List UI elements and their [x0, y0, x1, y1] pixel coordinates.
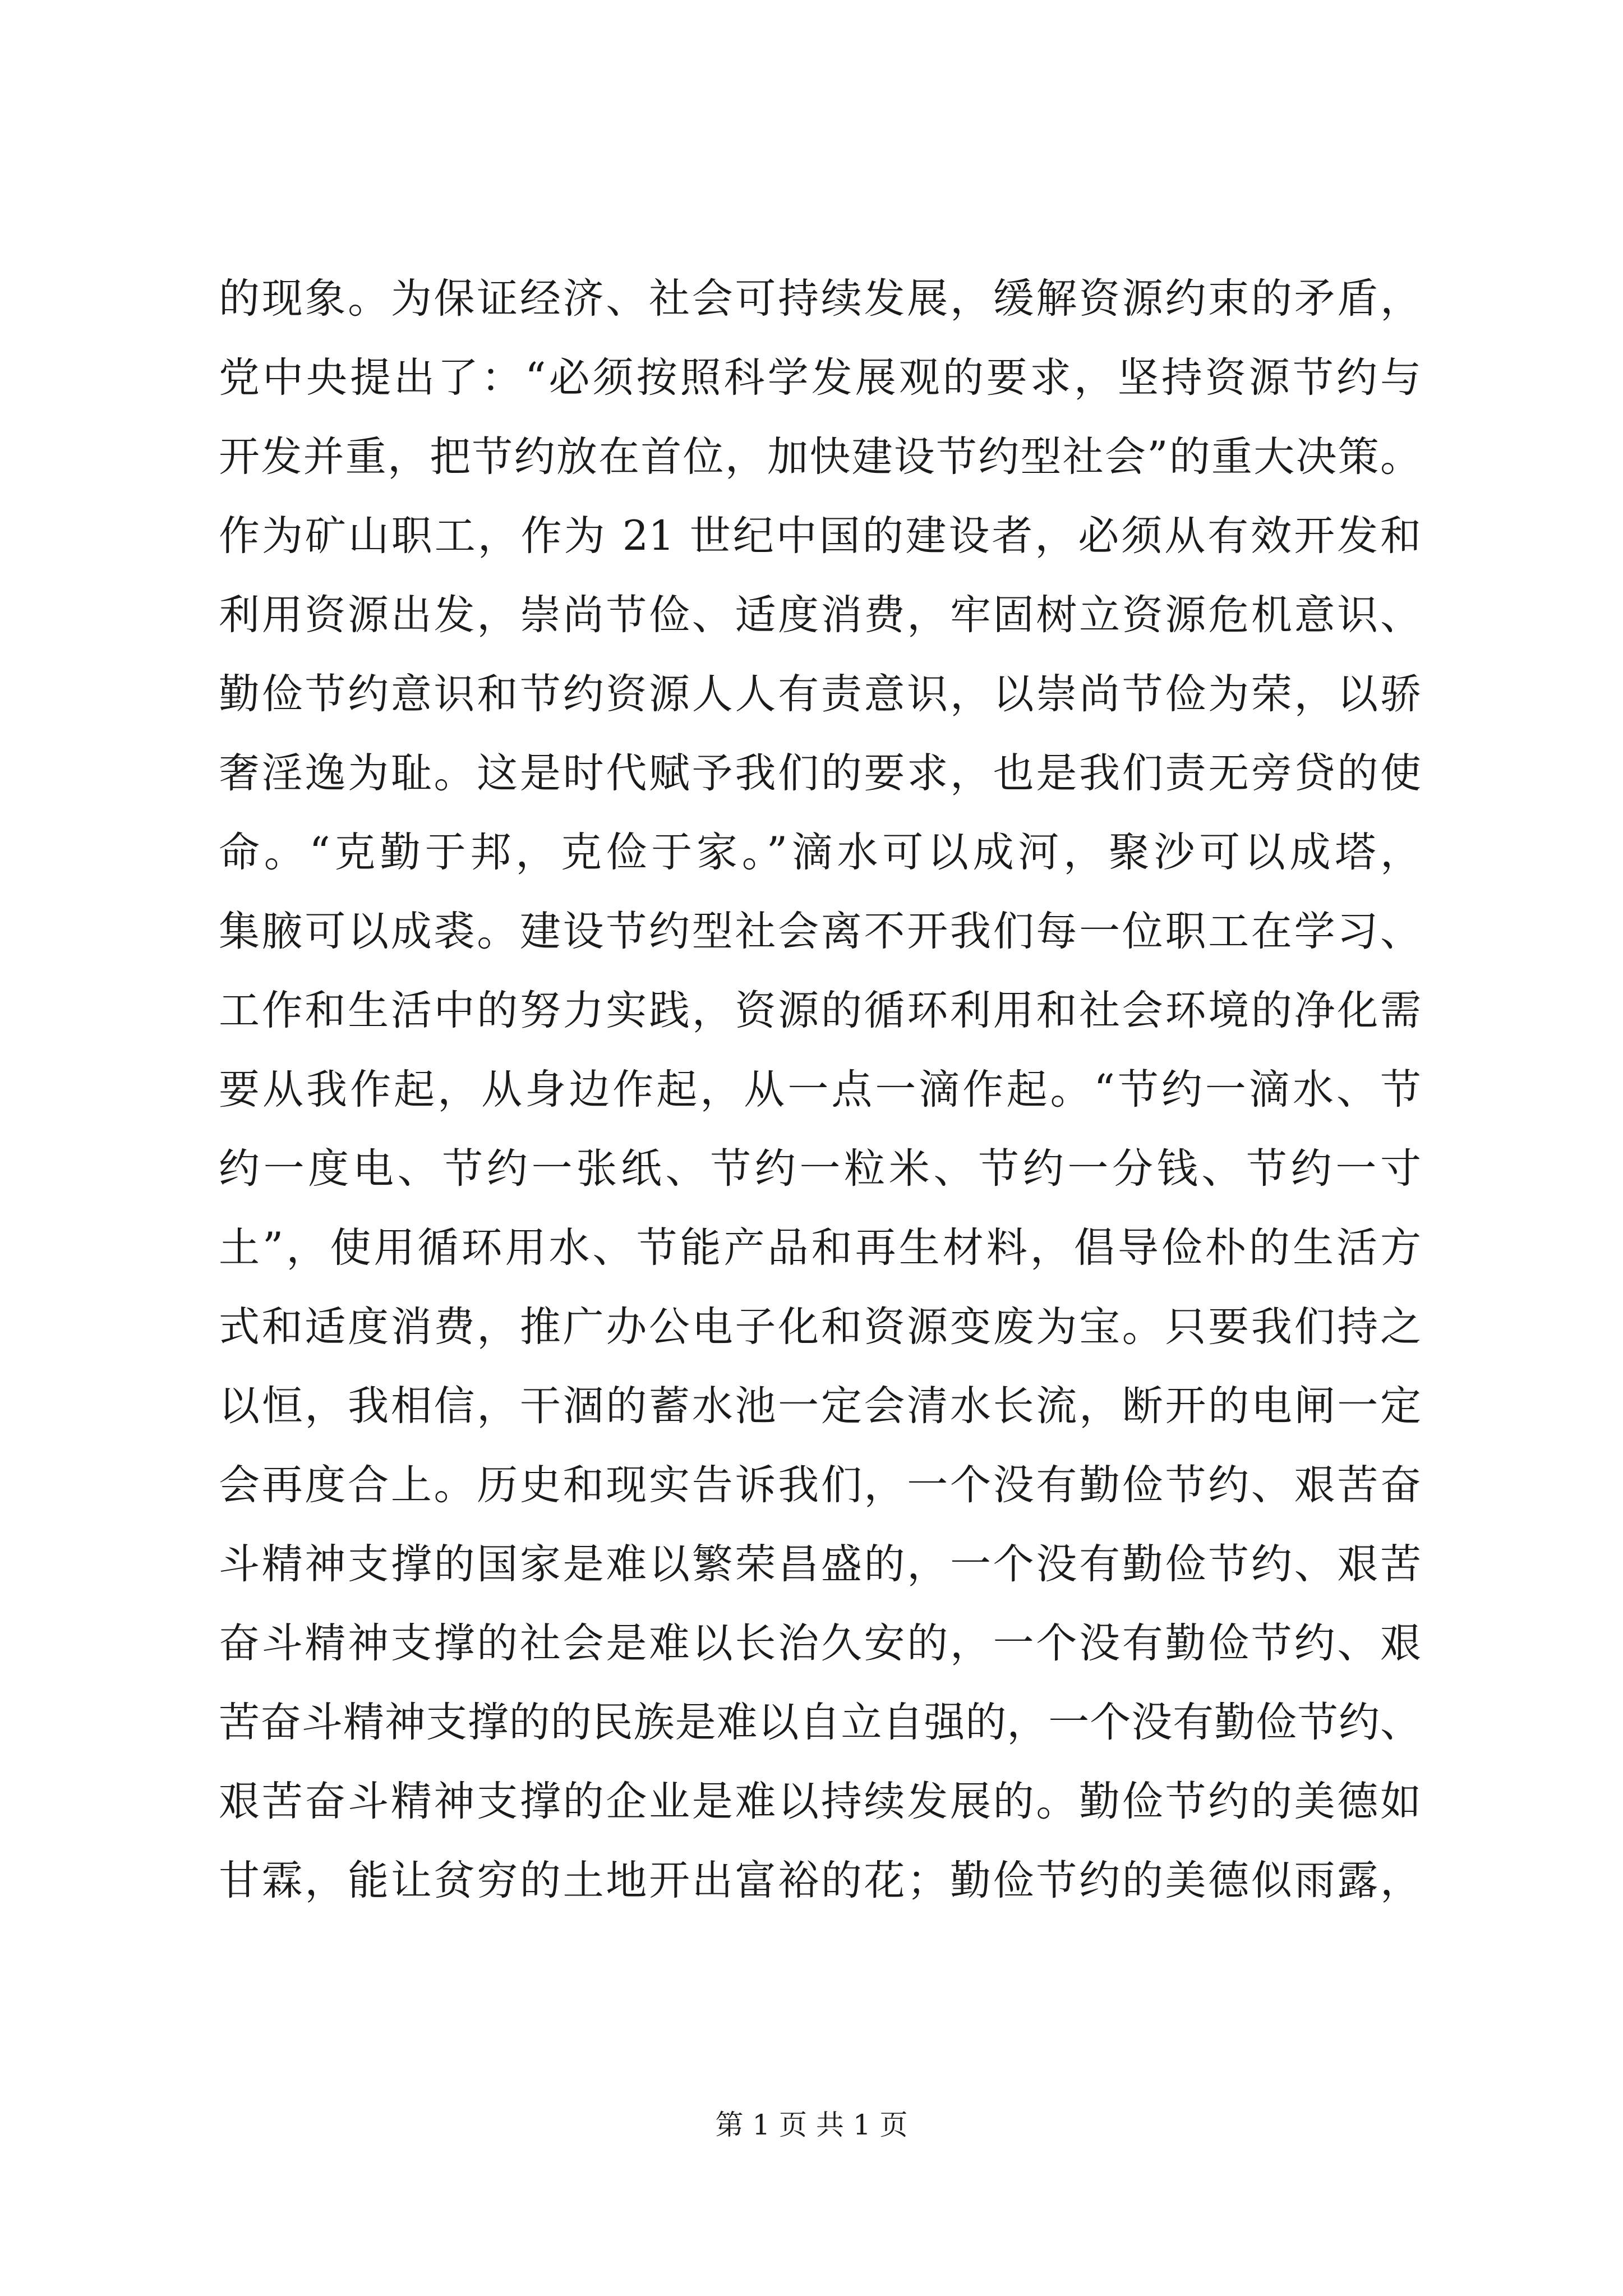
text-line: 以恒，我相信，干涸的蓄水池一定会清水长流，断开的电闸一定	[219, 1382, 1421, 1430]
text-line: 勤俭节约意识和节约资源人人有责意识，以崇尚节俭为荣，以骄	[219, 670, 1421, 718]
text-line: 斗精神支撑的国家是难以繁荣昌盛的，一个没有勤俭节约、艰苦	[219, 1540, 1421, 1588]
text-line: 工作和生活中的努力实践，资源的循环利用和社会环境的净化需	[219, 987, 1421, 1034]
text-line: 奋斗精神支撑的社会是难以长治久安的，一个没有勤俭节约、艰	[219, 1619, 1421, 1667]
text-line: 式和适度消费，推广办公电子化和资源变废为宝。只要我们持之	[219, 1303, 1421, 1351]
text-line: 苦奋斗精神支撑的的民族是难以自立自强的，一个没有勤俭节约、	[219, 1699, 1421, 1746]
text-line: 利用资源出发，崇尚节俭、适度消费，牢固树立资源危机意识、	[219, 591, 1421, 639]
page-footer	[0, 2102, 1623, 2143]
text-line: 要从我作起，从身边作起，从一点一滴作起。“节约一滴水、节	[219, 1066, 1421, 1114]
text-line: 命。“克勤于邦，克俭于家。”滴水可以成河，聚沙可以成塔，	[219, 829, 1421, 876]
text-line: 甘霖，能让贫穷的土地开出富裕的花；勤俭节约的美德似雨露，	[219, 1857, 1421, 1904]
text-line: 作为矿山职工，作为 21 世纪中国的建设者，必须从有效开发和	[219, 512, 1421, 560]
body-text	[219, 259, 1421, 2054]
text-line: 约一度电、节约一张纸、节约一粒米、节约一分钱、节约一寸	[219, 1145, 1421, 1193]
text-line: 土”，使用循环用水、节能产品和再生材料，倡导俭朴的生活方	[219, 1224, 1421, 1272]
text-line: 奢淫逸为耻。这是时代赋予我们的要求，也是我们责无旁贷的使	[219, 749, 1421, 797]
text-line: 党中央提出了：“必须按照科学发展观的要求，坚持资源节约与	[219, 354, 1421, 402]
text-line: 艰苦奋斗精神支撑的企业是难以持续发展的。勤俭节约的美德如	[219, 1778, 1421, 1825]
text-line: 开发并重，把节约放在首位，加快建设节约型社会”的重大决策。	[219, 433, 1421, 481]
text-line: 会再度合上。历史和现实告诉我们，一个没有勤俭节约、艰苦奋	[219, 1461, 1421, 1509]
text-line: 集腋可以成裘。建设节约型社会离不开我们每一位职工在学习、	[219, 908, 1421, 955]
page-indicator: 第 1 页 共 1 页	[715, 2109, 908, 2141]
text-line: 的现象。为保证经济、社会可持续发展，缓解资源约束的矛盾，	[219, 275, 1421, 323]
